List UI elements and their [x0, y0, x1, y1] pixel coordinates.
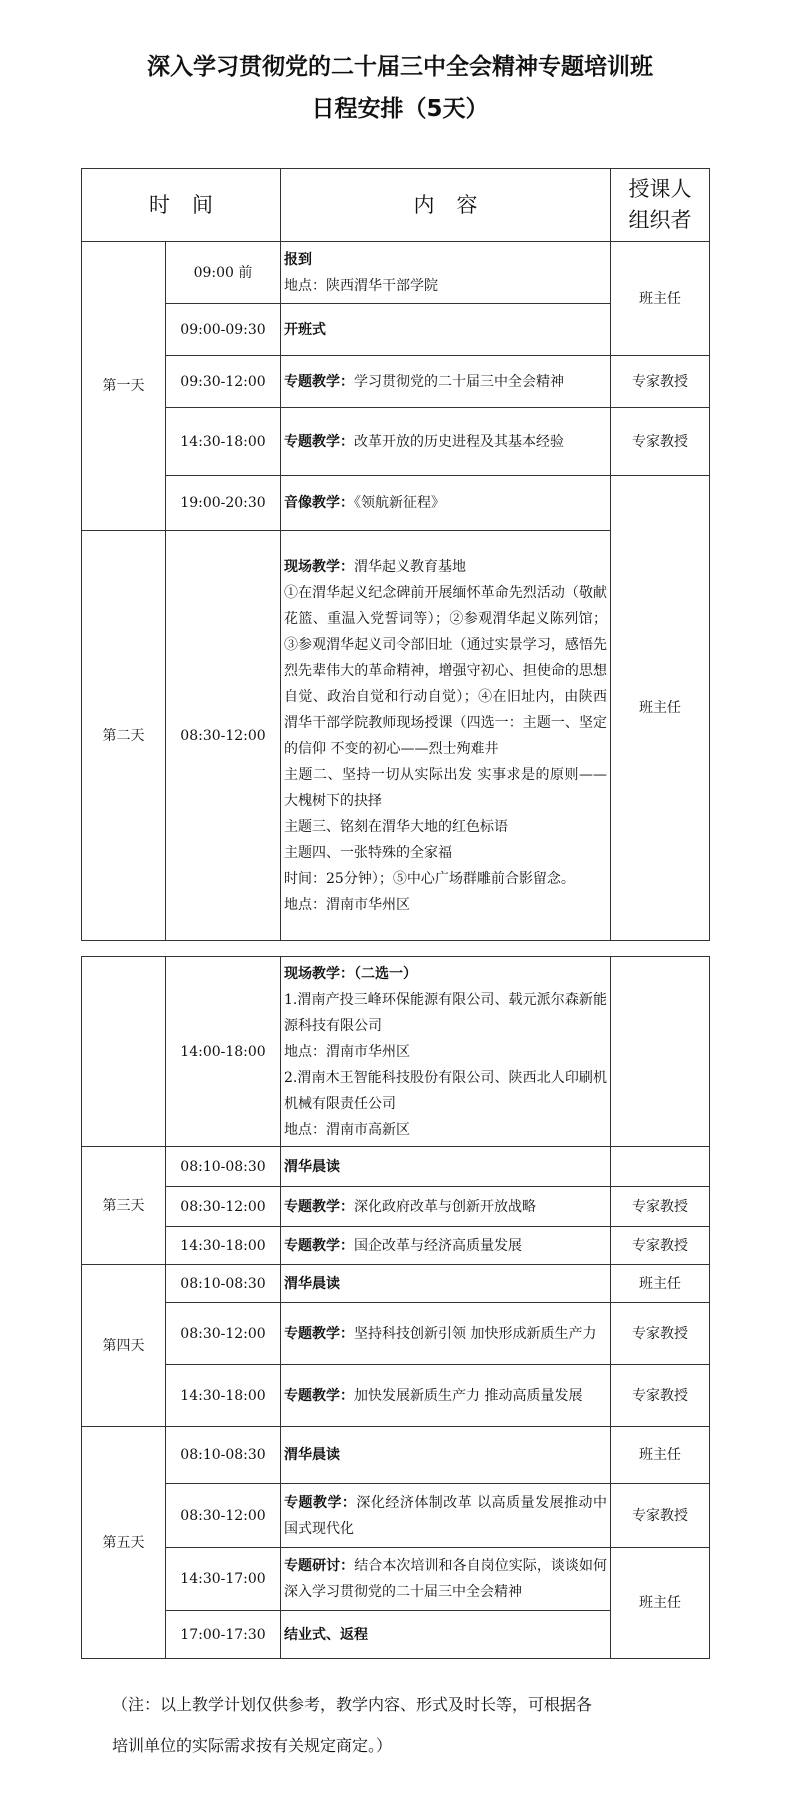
time-cell: 14:30-18:00: [166, 1227, 281, 1265]
table-row: [82, 476, 710, 531]
table-row: [82, 957, 710, 1147]
content-location: 地点：渭南市华州区: [284, 1043, 410, 1060]
content-paragraph: 主题四、一张特殊的全家福: [284, 844, 452, 861]
time-cell: 14:30-17:00: [166, 1548, 281, 1611]
teacher-cell-empty: [611, 1147, 710, 1187]
content-cell: [281, 356, 611, 408]
page-subtitle: 日程安排（5天）: [311, 96, 489, 122]
time-cell: 08:30-12:00: [166, 1303, 281, 1365]
content-label: 专题教学：: [284, 1387, 354, 1404]
content-label: 专题教学：: [284, 1325, 354, 1342]
table-row: [82, 1484, 710, 1548]
table-row: [82, 356, 710, 408]
day-label: 第三天: [82, 1147, 166, 1265]
teacher-cell-empty: [611, 957, 710, 1147]
teacher-cell: 班主任: [611, 1548, 710, 1659]
footnote-line2: 培训单位的实际需求按有关规定商定。）: [112, 1736, 393, 1755]
time-cell: 09:00 前: [166, 242, 281, 304]
content-location: 地点：渭南市华州区: [284, 896, 410, 913]
schedule-table-part1: [81, 168, 710, 941]
content-label: 渭华晨读: [284, 1275, 340, 1292]
time-cell: 08:30-12:00: [166, 1484, 281, 1548]
time-cell: 08:30-12:00: [166, 531, 281, 941]
teacher-cell: 班主任: [611, 1265, 710, 1303]
table-row: [82, 408, 710, 476]
content-label: 渭华晨读: [284, 1158, 340, 1175]
teacher-cell: 班主任: [611, 242, 710, 356]
content-label: 专题教学：: [284, 1237, 354, 1254]
table-row: [82, 1265, 710, 1303]
time-cell: 08:10-08:30: [166, 1147, 281, 1187]
content-heading: [284, 554, 607, 580]
content-label: 专题教学：: [284, 433, 354, 450]
teacher-cell: 专家教授: [611, 356, 710, 408]
content-cell: [281, 1427, 611, 1484]
table-row: [82, 1227, 710, 1265]
content-cell: [281, 1147, 611, 1187]
content-location: 地点：陕西渭华干部学院: [284, 277, 438, 294]
table-row: [82, 1548, 710, 1611]
time-cell: 19:00-20:30: [166, 476, 281, 531]
time-cell: 14:30-18:00: [166, 1365, 281, 1427]
header-teacher-line1: 授课人: [628, 177, 692, 201]
content-label: 音像教学：: [284, 495, 354, 511]
time-cell: 14:00-18:00: [166, 957, 281, 1147]
content-text: 深化经济体制改革 以高质量发展推动中国式现代化: [284, 1494, 608, 1537]
content-label: 现场教学：: [284, 558, 354, 575]
content-text: 学习贯彻党的二十届三中全会精神: [354, 373, 564, 390]
day-label: 第五天: [82, 1427, 166, 1659]
content-cell: [281, 957, 611, 1147]
day-label: 第一天: [82, 242, 166, 531]
content-text: 改革开放的历史进程及其基本经验: [354, 433, 564, 450]
time-cell: 14:30-18:00: [166, 408, 281, 476]
content-paragraph: ①在渭华起义纪念碑前开展缅怀革命先烈活动（敬献花篮、重温入党誓词等）；②参观渭华起义陈列馆；③参观渭华起义司令部旧址（通过实景学习，感悟先烈先辈伟大的革命精神，增强守初心、担使命的思想自觉、政治自觉和行动自觉）；④在旧址内，由陕西渭华干部学院教师现场授课（四选一：主题一、坚定的信仰 不变的初心——烈士殉难井: [284, 584, 607, 757]
day-label: 第二天: [82, 531, 166, 941]
content-label: 开班式: [284, 321, 326, 338]
time-cell: 09:00-09:30: [166, 304, 281, 356]
content-cell: [281, 304, 611, 356]
teacher-cell: 专家教授: [611, 408, 710, 476]
time-cell: 08:10-08:30: [166, 1265, 281, 1303]
content-label: 专题教学：: [284, 1494, 357, 1511]
content-text: 坚持科技创新引领 加快形成新质生产力: [354, 1325, 597, 1342]
content-cell: [281, 1265, 611, 1303]
teacher-cell: 专家教授: [611, 1187, 710, 1227]
teacher-cell: 专家教授: [611, 1365, 710, 1427]
content-text: 结合本次培训和各自岗位实际，谈谈如何深入学习贯彻党的二十届三中全会精神: [284, 1558, 608, 1600]
table-row: [82, 242, 710, 304]
content-label: 报到: [284, 251, 312, 268]
table-row: [82, 1303, 710, 1365]
table-header-row: [82, 169, 710, 242]
content-cell: [281, 408, 611, 476]
table-row: [82, 1187, 710, 1227]
content-label: 专题教学：: [284, 1198, 354, 1215]
table-row: [82, 1427, 710, 1484]
table-row: [82, 1147, 710, 1187]
content-label: 现场教学：: [284, 965, 354, 982]
time-cell: 08:10-08:30: [166, 1427, 281, 1484]
content-text: 国企改革与经济高质量发展: [354, 1237, 522, 1254]
teacher-cell: 专家教授: [611, 1484, 710, 1548]
content-paragraph: 主题三、铭刻在渭华大地的红色标语: [284, 818, 508, 835]
teacher-cell: 班主任: [611, 476, 710, 941]
page-title: 深入学习贯彻党的二十届三中全会精神专题培训班: [147, 54, 653, 80]
header-teacher: [611, 169, 710, 242]
content-cell: [281, 1187, 611, 1227]
content-cell: [281, 1365, 611, 1427]
content-location: 地点：渭南市高新区: [284, 1121, 410, 1138]
content-cell: [281, 1484, 611, 1548]
content-paragraph: 主题二、坚持一切从实际出发 实事求是的原则——大槐树下的抉择: [284, 766, 607, 809]
content-paragraph: 2.渭南木王智能科技股份有限公司、陕西北人印刷机机械有限责任公司: [284, 1069, 607, 1112]
content-text: （二选一）: [354, 965, 417, 982]
content-heading: [284, 961, 607, 987]
teacher-cell: 专家教授: [611, 1227, 710, 1265]
content-text: 深化政府改革与创新开放战略: [354, 1198, 536, 1215]
content-cell: [281, 242, 611, 304]
footnote-line1: （注：以上教学计划仅供参考，教学内容、形式及时长等，可根据各: [112, 1695, 593, 1714]
header-content: 内容: [281, 169, 611, 242]
time-cell: 17:00-17:30: [166, 1611, 281, 1659]
content-text: 渭华起义教育基地: [354, 558, 466, 575]
header-time: 时间: [82, 169, 281, 242]
day-label: 第四天: [82, 1265, 166, 1427]
content-cell: [281, 1303, 611, 1365]
content-cell: [281, 531, 611, 941]
content-cell: [281, 476, 611, 531]
content-label: 渭华晨读: [284, 1447, 340, 1463]
teacher-cell: 专家教授: [611, 1303, 710, 1365]
content-text: 《领航新征程》: [354, 495, 445, 511]
time-cell: 09:30-12:00: [166, 356, 281, 408]
teacher-cell: 班主任: [611, 1427, 710, 1484]
content-cell: [281, 1611, 611, 1659]
content-text: 加快发展新质生产力 推动高质量发展: [354, 1387, 583, 1404]
time-cell: 08:30-12:00: [166, 1187, 281, 1227]
content-cell: [281, 1227, 611, 1265]
content-paragraph: 1.渭南产投三峰环保能源有限公司、载元派尔森新能源科技有限公司: [284, 991, 607, 1034]
content-cell: [281, 1548, 611, 1611]
header-teacher-line2: 组织者: [628, 208, 692, 232]
content-paragraph: 时间：25分钟）；⑤中心广场群雕前合影留念。: [284, 870, 575, 887]
table-row: [82, 1365, 710, 1427]
schedule-table-part2: [81, 956, 710, 1659]
day-label-empty: [82, 957, 166, 1147]
content-label: 专题研讨：: [284, 1558, 355, 1574]
content-label: 专题教学：: [284, 373, 354, 390]
content-label: 结业式、返程: [284, 1626, 368, 1643]
